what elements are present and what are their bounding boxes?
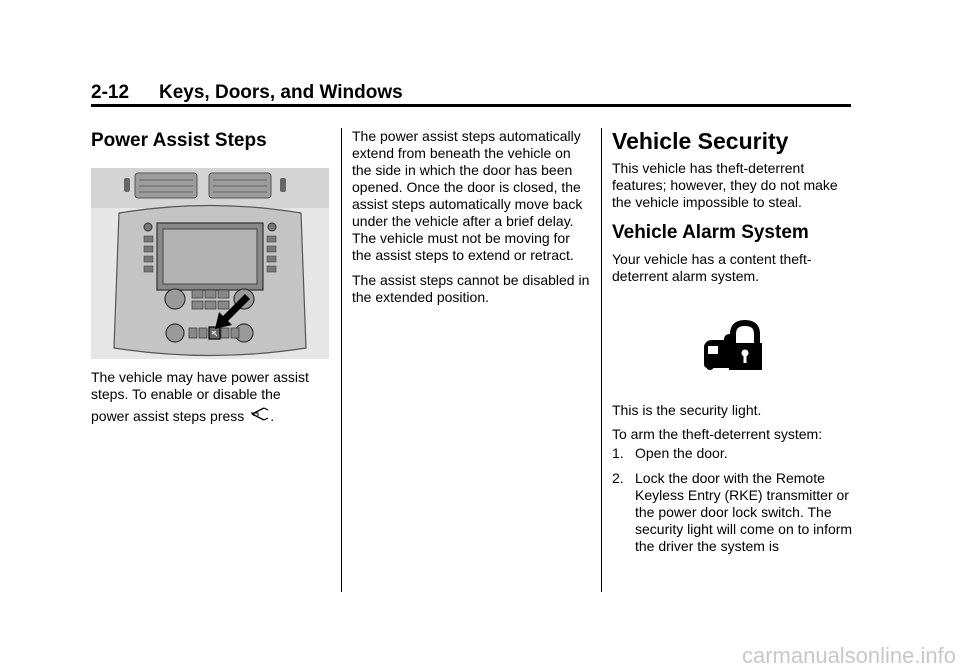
list-item [612, 445, 856, 462]
middle-paragraph-1: The power assist steps automatically extend from beneath the vehicle on the side in which the door has been opened. Once the door is closed, the assist steps automatically move back under the vehicle after a brief delay. The vehicle must not be moving for the assist steps to extend or retract. [352, 128, 583, 263]
caption-line-3 [91, 406, 336, 425]
header-rule [91, 104, 851, 107]
vehicle-alarm-system-heading: Vehicle Alarm System [612, 222, 809, 243]
section-title: Keys, Doors, and Windows [159, 82, 403, 103]
power-assist-caption [91, 369, 336, 425]
middle-paragraph-2: The assist steps cannot be disabled in the extended position. [352, 272, 590, 305]
arming-steps-list [612, 445, 856, 563]
arm-intro-text: To arm the theft-deterrent system: [612, 426, 823, 442]
caption-line-2: steps. To enable or disable the [91, 386, 281, 402]
column-divider-left [341, 128, 342, 592]
vehicle-security-heading: Vehicle Security [612, 128, 789, 154]
security-light-icon [700, 320, 764, 372]
list-item [612, 470, 856, 555]
security-light-text: This is the security light. [612, 402, 762, 418]
step-text: Lock the door with the Remote Keyless Entry (RKE) transmitter or the power door lock switch. The security light will come on to inform the driver the system is [635, 470, 853, 554]
step-number: 2. [612, 470, 624, 486]
caption-end: . [270, 408, 275, 424]
watermark: carmanualsonline.info [741, 643, 956, 668]
page-number: 2-12 [91, 82, 130, 103]
alarm-system-text: Your vehicle has a content theft-deterrent alarm system. [612, 251, 812, 284]
power-assist-steps-heading: Power Assist Steps [91, 130, 267, 151]
dashboard-controls-illustration [91, 168, 329, 359]
power-assist-steps-icon [250, 406, 270, 423]
caption-line-1: The vehicle may have power assist [91, 369, 309, 385]
page-header [91, 82, 851, 104]
step-number: 1. [612, 445, 624, 461]
vehicle-security-intro: This vehicle has theft-deterrent features; however, they do not make the vehicle impossible to steal. [612, 160, 838, 210]
step-text: Open the door. [635, 445, 728, 461]
power-assist-description [352, 128, 592, 314]
column-divider-right [601, 128, 602, 592]
caption-line-3-text: power assist steps press [91, 408, 245, 424]
